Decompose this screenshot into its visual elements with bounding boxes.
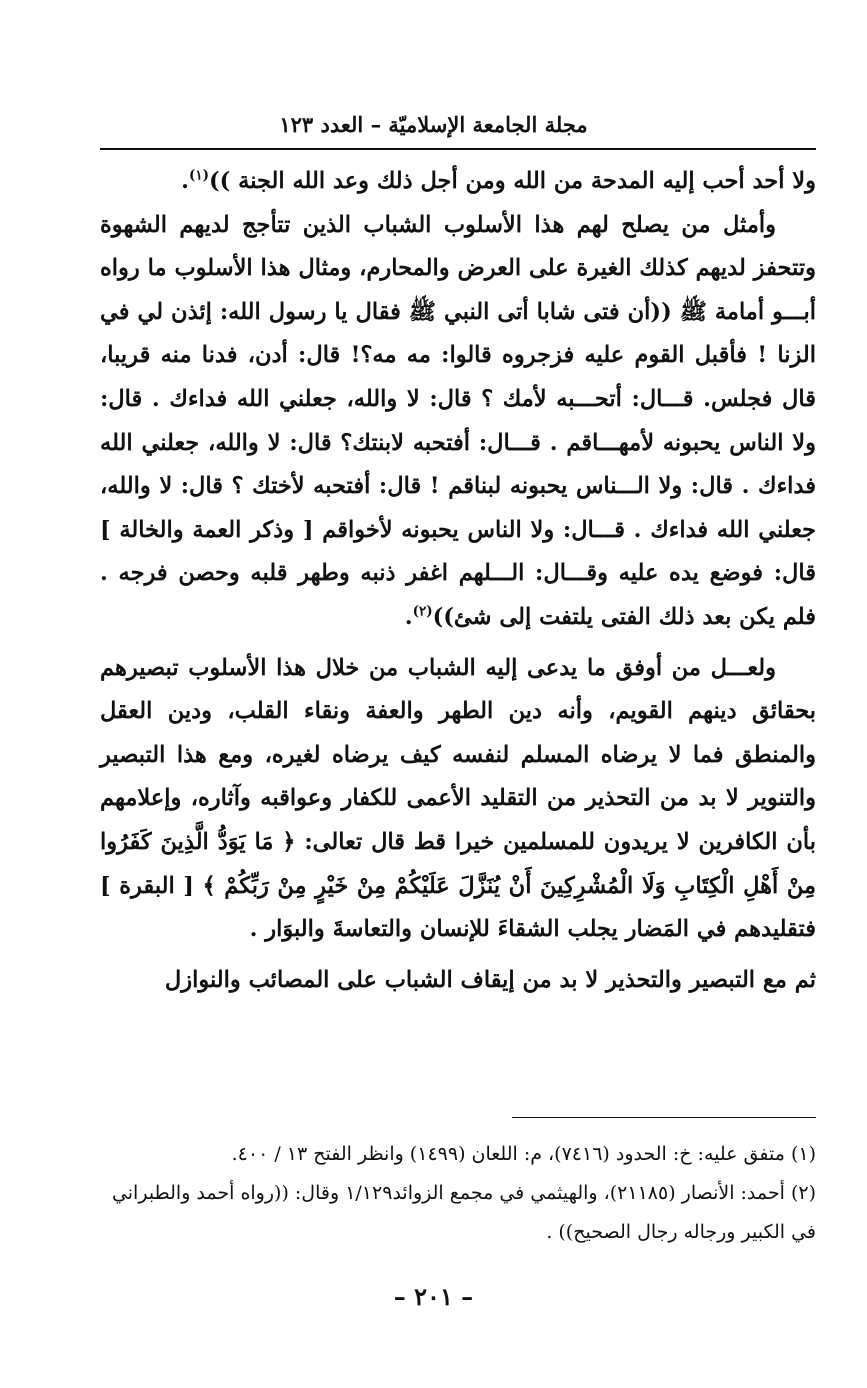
paragraph-end: . — [404, 603, 413, 630]
paragraph-text: ولا أحد أحب إليه المدحة من الله ومن أجل ذلك وعد الله الجنة )) — [209, 168, 816, 194]
footnote-ref: (٢) — [412, 603, 433, 620]
paragraph — [100, 160, 816, 204]
running-header: مجلة الجامعة الإسلاميّة – العدد ١٢٣ — [279, 112, 588, 137]
paragraph-text: وأمثل من يصلح لهم هذا الأسلوب الشباب الذين تتأجج لديهم الشهوة وتتحفز لديهم كذلك الغيرة على العرض والمحارم، ومثال هذا الأسلوب ما رواه أبـــو أمامة ﷺ ((أن فتى شابا أتى النبي ﷺ فقال يا رسول الله: إئذن لي في الزنا ! فأقبل القوم عليه فزجروه قالوا: مه مه؟! قال: أدن، فدنا منه قريبا، قال فجلس. قـــال: أتحـــبه لأمك ؟ قال: لا والله، جعلني الله فداءك . قال: ولا الناس يحبونه لأمهـــاقم . قـــال: أفتحبه لابنتك؟ قال: لا والله، جعلني الله فداءك . قال: ولا الـــناس يحبونه لبناقم ! قال: أفتحبه لأختك ؟ قال: لا والله، جعلني الله فداءك . قـــال: ولا الناس يحبونه لأخواقم [ وذكر العمة والخالة ] قال: فوضع يده عليه وقـــال: الـــلهم اغفر ذنبه وطهر قلبه وحصن فرجه . فلم يكن بعد ذلك الفتى يلتفت إلى شئ)) — [100, 211, 816, 630]
footnote-divider — [512, 1117, 816, 1118]
header-divider — [100, 148, 816, 150]
paragraph — [100, 959, 816, 1003]
paragraph-end: . — [181, 168, 189, 194]
paragraph-text: ثم مع التبصير والتحذير لا بد من إيقاف الشباب على المصائب والنوازل — [164, 966, 816, 993]
paragraph-text: ولعـــل من أوفق ما يدعى إليه الشباب من خلال هذا الأسلوب تبصيرهم بحقائق دينهم القويم، وأنه دين الطهر والعفة ونقاء القلب، ودين العقل والمنطق فما لا يرضاه المسلم لنفسه كيف يرضاه لغيره، ومع هذا التبصير والتنوير لا بد من التحذير من التقليد الأعمى للكفار وعواقبه وآثاره، وإعلامهم بأن الكافرين لا يريدون للمسلمين خيرا قط قال تعالى: ﴿ مَا يَوَدُّ الَّذِينَ كَفَرُوا مِنْ أَهْلِ الْكِتَابِ وَلَا الْمُشْرِكِينَ أَنْ يُنَزَّلَ عَلَيْكُمْ مِنْ خَيْرٍ مِنْ رَبِّكُمْ ﴾ [ البقرة ] فتقليدهم في المَضار يجلب الشقاءَ للإنسان والتعاسةَ والبوَار . — [100, 654, 816, 943]
footnotes — [100, 1135, 816, 1252]
paragraph — [100, 204, 816, 640]
body-text — [100, 160, 816, 1002]
page-number: – ٢٠١ – — [393, 1282, 474, 1311]
paragraph — [100, 647, 816, 952]
footnote: (١) متفق عليه: خ: الحدود (٧٤١٦)، م: اللعان (١٤٩٩) وانظر الفتح ١٣ / ٤٠٠. — [231, 1143, 816, 1165]
footnote: (٢) أحمد: الأنصار (٢١١٨٥)، والهيثمي في مجمع الزوائد١/١٢٩ وقال: ((رواه أحمد والطبراني في الكبير ورجاله رجال الصحيح)) . — [111, 1182, 816, 1243]
footnote-ref: (١) — [188, 167, 210, 184]
